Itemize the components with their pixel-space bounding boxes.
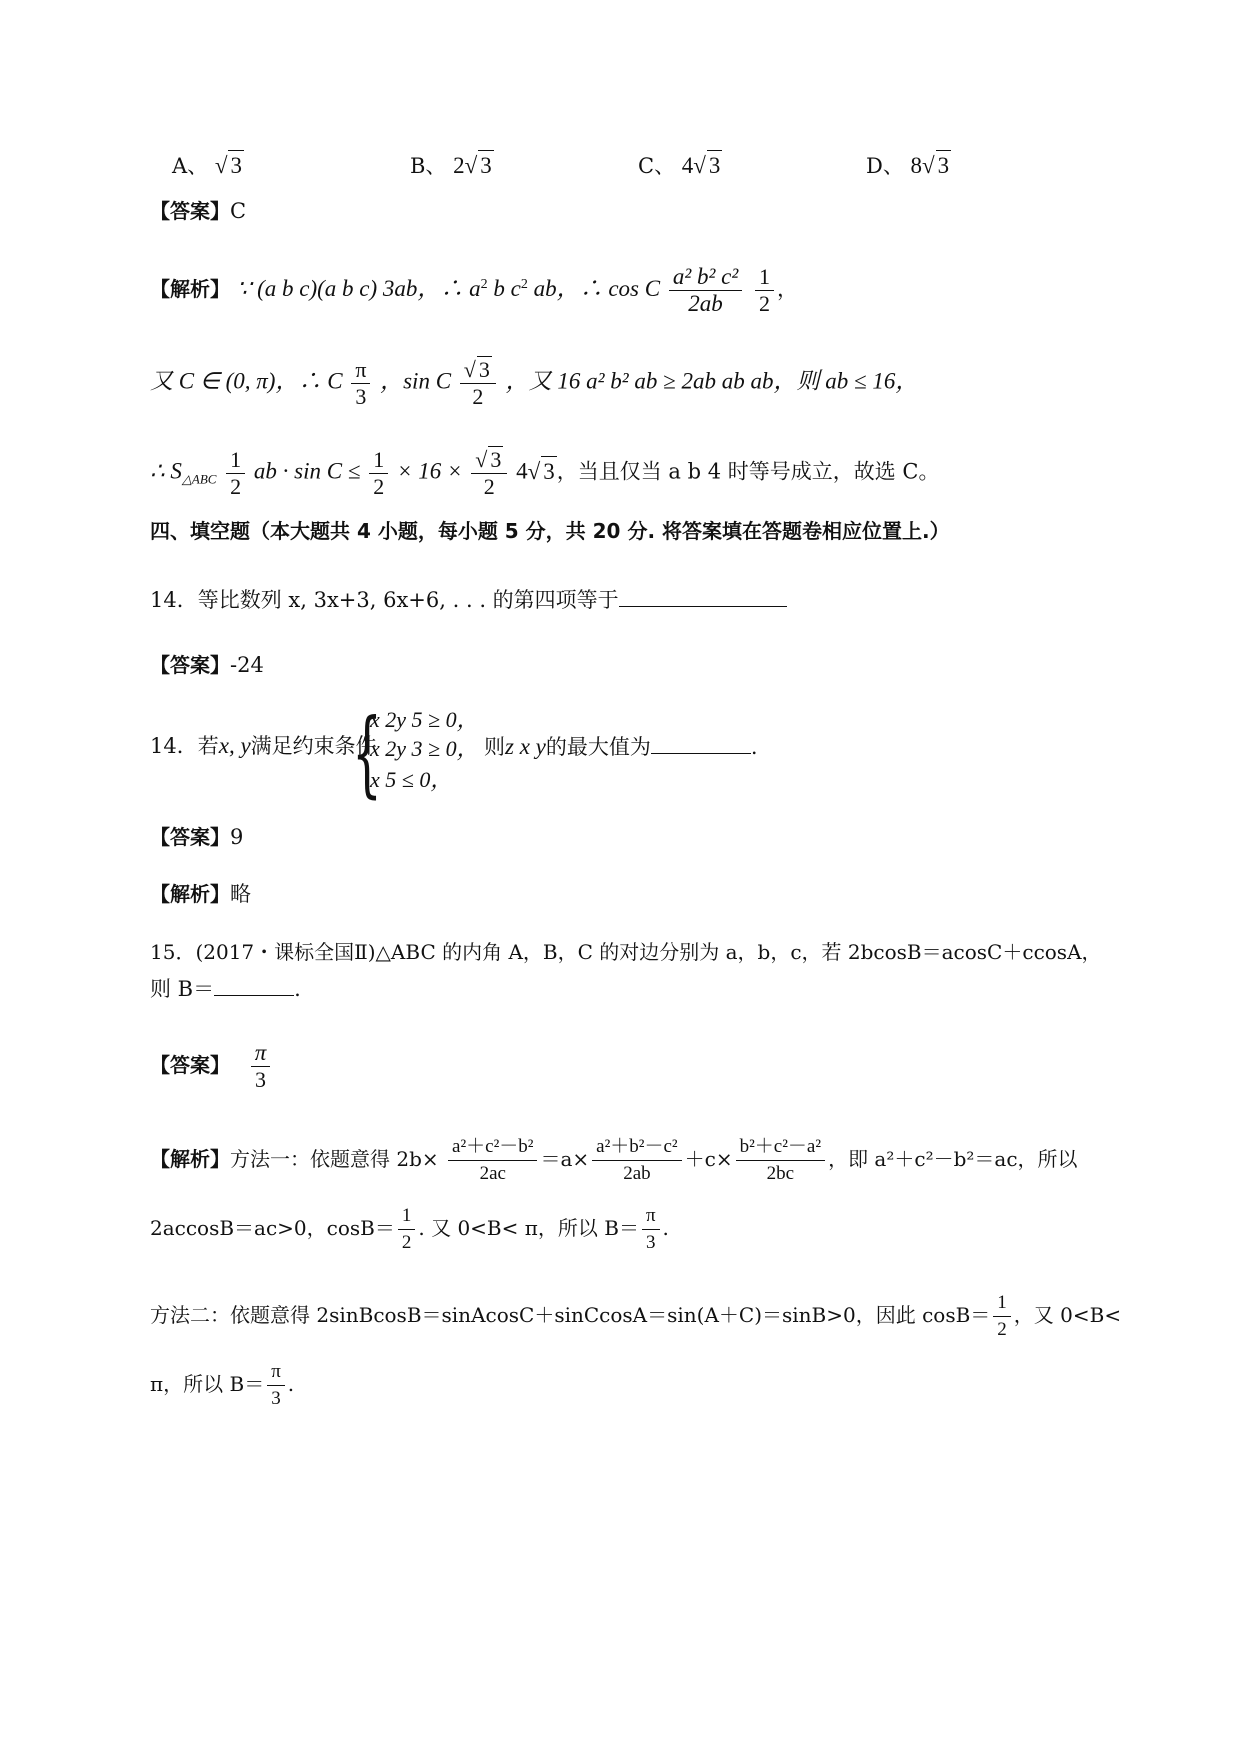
q14a-answer: 【答案】-24 — [150, 653, 264, 677]
choice-b: B、 2√ 3 — [410, 150, 494, 181]
q13-half-fraction: $\frac{1}{2}$ — [755, 264, 774, 317]
q15-method2-line1: 方法二：依题意得 2sinBcosB＝sinAcosC＋sinCcosA＝sin(A＋C)＝sinB>0，因此 cosB＝ $\frac{1}{2}$ ，又 0<B< — [150, 1292, 1122, 1340]
q15-answer: 【答案】 $\frac{\pi}{3}$ — [150, 1040, 273, 1093]
choice-c: C、 4√ 3 — [638, 150, 722, 181]
q14b-answer: 【答案】9 — [150, 825, 244, 849]
q15-answer-fraction: $\frac{\pi}{3}$ — [251, 1040, 271, 1093]
q13-pi3-fraction: $\frac{\pi}{3}$ — [351, 357, 370, 410]
q15-answer-blank — [214, 973, 294, 996]
q15-question-line1: 15．(2017・课标全国Ⅱ)△ABC 的内角 A，B，C 的对边分别为 a，b，c，若 2bcosB＝acosC＋ccosA， — [150, 940, 1102, 964]
q14a-answer-blank — [619, 584, 787, 607]
q14b-constraint-system: { x 2y 5 ≥ 0， x 2y 3 ≥ 0， x 5 ≤ 0， — [352, 699, 479, 808]
q14b-question: 14．若x, y满足约束条件 — [150, 733, 377, 758]
q13-analysis-line1: 【解析】 ∵ (a b c)(a b c) 3ab，∴ $a^2$ b $c^2$ ab，∴ cos C $\frac{\text{a² b² c²}}{2ab}$ $\frac{1}{2}$ ， — [150, 264, 798, 316]
q14b-analysis: 【解析】略 — [150, 882, 251, 906]
q15-method1-line1: 【解析】方法一：依题意得 2b× $\frac{\text{a²＋c²－b²}}{2ac}$ ＝a× $\frac{\text{a²＋b²－c²}}{2ab}$ ＋c× $\frac{\text{b²＋c²－a²}}{2bc}$ ，即 a²＋c²－b²＝ac，所以 — [150, 1136, 1078, 1184]
q13-analysis-line3: ∴ $S_{\triangle ABC}$ $\frac{1}{2}$ ab · sin C ≤ $\frac{1}{2}$ × 16 × $\frac{√ 3}{2}$ 4√ 3，当且仅当 a b 4 时等号成立，故选 C。 — [150, 446, 940, 499]
choice-a-root: 3 — [228, 150, 244, 181]
q14b-answer-blank — [651, 731, 751, 754]
q15-method1-line2: 2accosB＝ac>0，cosB＝ $\frac{1}{2}$ . 又 0<B< π，所以 B＝ $\frac{\pi}{3}$ . — [150, 1205, 669, 1253]
choice-d: D、 8√ 3 — [866, 150, 951, 181]
q15-method2-line2: π，所以 B＝ $\frac{\pi}{3}$ . — [150, 1361, 295, 1409]
q13-analysis-line2: 又 C ∈ (0, π)，∴ C $\frac{\pi}{3}$ ，sin C $\frac{√ 3}{2}$ ，又 16 a² b² ab ≥ 2ab ab ab，则 ab ≤ 16， — [150, 356, 919, 409]
brace-icon: { — [352, 699, 382, 808]
q15-question-line2: 则 B＝ . — [150, 973, 301, 1004]
q13-sqrt3-2-fraction: $\frac{√ 3}{2}$ — [460, 356, 496, 410]
q13-cos-fraction: $\frac{\text{a² b² c²}}{2ab}$ — [669, 264, 742, 317]
section-4-heading: 四、填空题（本大题共 4 小题，每小题 5 分，共 20 分. 将答案填在答题卷相应位置上.） — [150, 519, 950, 543]
q13-answer: 【答案】C — [150, 199, 247, 223]
choice-a: A、 √ 3 — [172, 150, 244, 181]
q14a-question: 14．等比数列 x, 3x+3, 6x+6, . . . 的第四项等于 — [150, 584, 787, 615]
q14b-objective: 则z x y的最大值为 . — [484, 731, 758, 762]
